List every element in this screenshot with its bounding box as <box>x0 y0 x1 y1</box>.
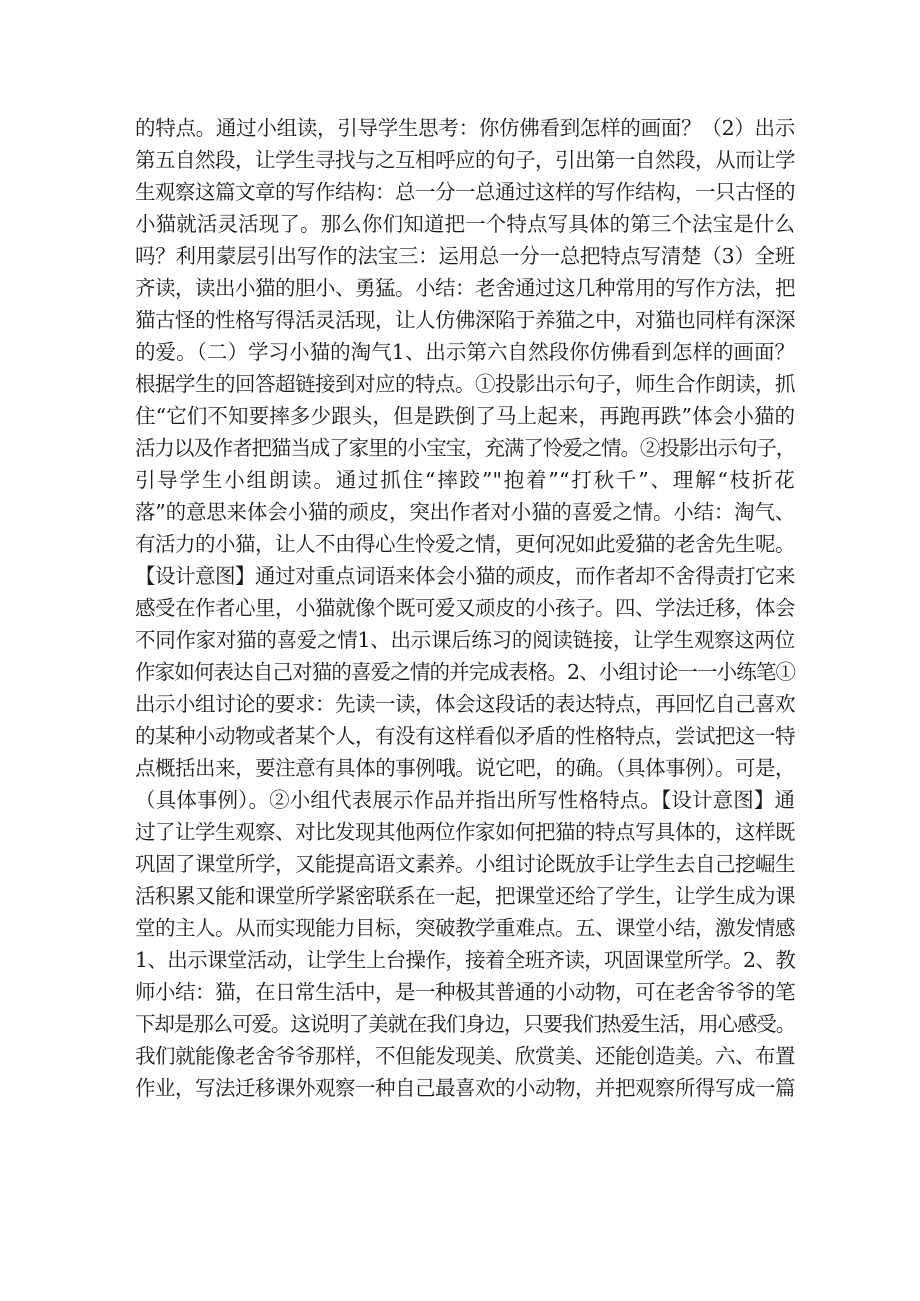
text-line: 【设计意图】通过对重点词语来体会小猫的顽皮，而作者却不舍得责打它来 <box>135 564 795 588</box>
text-line: 小猫就活灵活现了。那么你们知道把一个特点写具体的第三个法宝是什么 <box>135 212 795 236</box>
text-line: 猫古怪的性格写得活灵活现，让人仿佛深陷于养猫之中，对猫也同样有深深 <box>135 308 795 332</box>
text-line: 作家如何表达自己对猫的喜爱之情的并完成表格。2、小组讨论一一小练笔① <box>135 660 795 684</box>
text-line: 下却是那么可爱。这说明了美就在我们身边，只要我们热爱生活，用心感受。 <box>135 1012 795 1036</box>
text-line: 第五自然段，让学生寻找与之互相呼应的句子，引出第一自然段，从而让学 <box>135 148 795 172</box>
text-line: 我们就能像老舍爷爷那样，不但能发现美、欣赏美、还能创造美。六、布置 <box>135 1044 795 1068</box>
document-body <box>135 112 795 1104</box>
text-line: 的某种小动物或者某个人，有没有这样看似矛盾的性格特点，尝试把这一特 <box>135 724 795 748</box>
text-line: 引导学生小组朗读。通过抓住“摔跤”"抱着”“打秋千”、理解“枝折花 <box>135 468 795 492</box>
text-line: 齐读，读出小猫的胆小、勇猛。小结：老舍通过这几种常用的写作方法，把 <box>135 276 795 300</box>
text-line: 点概括出来，要注意有具体的事例哦。说它吧，的确。（具体事例）。可是， <box>135 756 795 780</box>
text-line: 住“它们不知要摔多少跟头，但是跌倒了马上起来，再跑再跌”体会小猫的 <box>135 404 795 428</box>
text-line: 出示小组讨论的要求：先读一读，体会这段话的表达特点，再回忆自己喜欢 <box>135 692 795 716</box>
text-line: 活积累又能和课堂所学紧密联系在一起，把课堂还给了学生，让学生成为课 <box>135 884 795 908</box>
text-line: 堂的主人。从而实现能力目标，突破教学重难点。五、课堂小结，激发情感 <box>135 916 795 940</box>
text-line: 的特点。通过小组读，引导学生思考：你仿佛看到怎样的画面？（2）出示 <box>135 116 795 140</box>
text-line: 落”的意思来体会小猫的顽皮，突出作者对小猫的喜爱之情。小结：淘气、 <box>135 500 795 524</box>
text-line: 1、出示课堂活动，让学生上台操作，接着全班齐读，巩固课堂所学。2、教 <box>135 948 795 972</box>
text-line: 生观察这篇文章的写作结构：总一分一总通过这样的写作结构，一只古怪的 <box>135 180 795 204</box>
text-line: 巩固了课堂所学，又能提高语文素养。小组讨论既放手让学生去自己挖崛生 <box>135 852 795 876</box>
text-line: （具体事例）。②小组代表展示作品并指出所写性格特点。【设计意图】通 <box>135 788 795 812</box>
text-line: 根据学生的回答超链接到对应的特点。①投影出示句子，师生合作朗读，抓 <box>135 372 795 396</box>
text-line: 感受在作者心里，小猫就像个既可爱又顽皮的小孩子。四、学法迁移，体会 <box>135 596 795 620</box>
text-line: 作业，写法迁移课外观察一种自己最喜欢的小动物，并把观察所得写成一篇 <box>135 1076 795 1100</box>
text-line: 有活力的小猫，让人不由得心生怜爱之情，更何况如此爱猫的老舍先生呢。 <box>135 532 795 556</box>
text-line: 不同作家对猫的喜爱之情1、出示课后练习的阅读链接，让学生观察这两位 <box>135 628 795 652</box>
text-line: 活力以及作者把猫当成了家里的小宝宝，充满了怜爱之情。②投影出示句子， <box>135 436 795 460</box>
text-line: 的爱。（二）学习小猫的淘气1、出示第六自然段你仿佛看到怎样的画面？ <box>135 340 795 364</box>
text-line: 师小结：猫，在日常生活中，是一种极其普通的小动物，可在老舍爷爷的笔 <box>135 980 795 1004</box>
text-line: 吗？利用蒙层引出写作的法宝三：运用总一分一总把特点写清楚（3）全班 <box>135 244 795 268</box>
text-line: 过了让学生观察、对比发现其他两位作家如何把猫的特点写具体的，这样既 <box>135 820 795 844</box>
